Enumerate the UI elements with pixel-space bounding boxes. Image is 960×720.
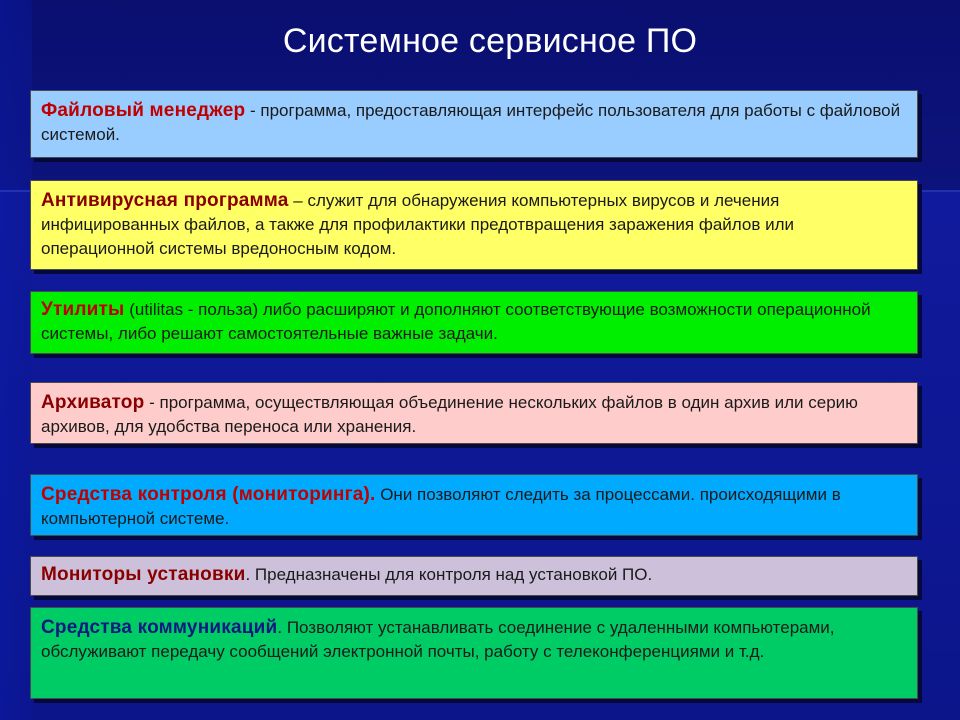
term-communication: Средства коммуникаций: [41, 617, 278, 638]
term-file-manager: Файловый менеджер: [41, 100, 246, 121]
definition-utilities: (utilitas - польза) либо расширяют и дополняют соответствующие возможности операционной системы, либо решают самостоятельные важные задачи.: [41, 300, 871, 343]
box-archiver: [30, 382, 918, 444]
box-install-monitors: [30, 556, 918, 596]
definition-monitoring: Они позволяют следить за процессами. происходящими в компьютерной системе.: [41, 485, 841, 528]
background-left-band: [0, 0, 32, 720]
box-communication: [30, 607, 918, 699]
box-antivirus: [30, 180, 918, 270]
box-monitoring: [30, 474, 918, 536]
term-monitoring: Средства контроля (мониторинга).: [41, 484, 376, 505]
term-archiver: Архиватор: [41, 392, 145, 413]
definition-antivirus: – служит для обнаружения компьютерных вирусов и лечения инфицированных файлов, а также для профилактики предотвращения заражения файлов или операционной системы вредоносным кодом.: [41, 191, 795, 258]
term-antivirus: Антивирусная программа: [41, 190, 289, 211]
box-file-manager: [30, 90, 918, 158]
definition-communication: . Позволяют устанавливать соединение с удаленными компьютерами, обслуживают передачу сообщений электронной почты, работу с телеконференциями и т.д.: [41, 618, 835, 661]
definition-file-manager: - программа, предоставляющая интерфейс пользователя для работы с файловой системой.: [41, 101, 901, 144]
term-utilities: Утилиты: [41, 299, 125, 320]
box-utilities: [30, 291, 918, 354]
slide-title: Системное сервисное ПО: [282, 22, 698, 60]
definition-install-monitors: . Предназначены для контроля над установкой ПО.: [245, 565, 653, 584]
definition-archiver: - программа, осуществляющая объединение нескольких файлов в один архив или серию архивов, для удобства переноса или хранения.: [41, 393, 858, 436]
term-install-monitors: Мониторы установки: [41, 564, 246, 585]
